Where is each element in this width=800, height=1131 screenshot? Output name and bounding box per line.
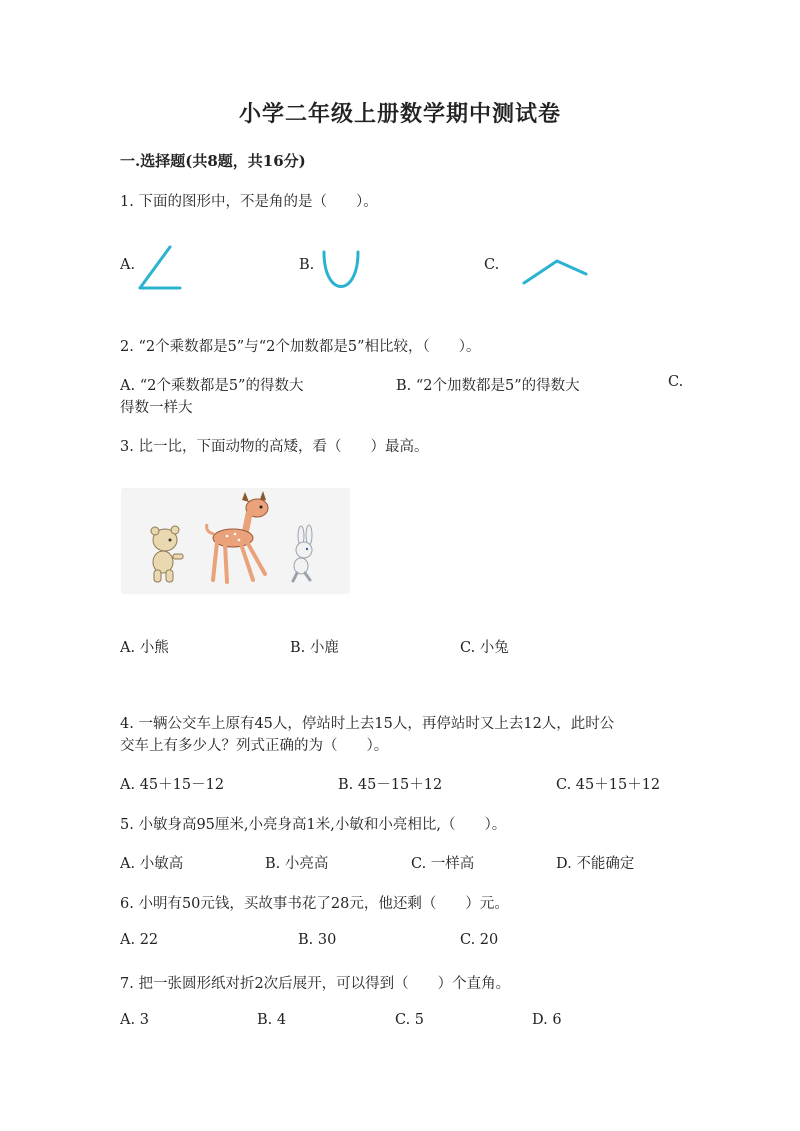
animal-picture [121,488,350,594]
question-3-option-b[interactable]: B. 小鹿 [290,640,339,656]
question-2-option-c[interactable]: C. [668,374,684,390]
deer-drawing [207,491,268,582]
question-3-option-a[interactable]: A. 小熊 [120,640,169,656]
question-5-option-b[interactable]: B. 小亮高 [265,856,329,872]
question-6-stem: 6. 小明有50元钱，买故事书花了28元，他还剩（ ）元。 [120,896,509,912]
question-4-option-c[interactable]: C. 45＋15＋12 [556,777,661,793]
question-1-option-c[interactable]: C. [484,257,500,273]
animals-illustration [121,488,350,594]
question-7-stem: 7. 把一张圆形纸对折2次后展开，可以得到（ ）个直角。 [120,976,511,992]
question-5-stem: 5. 小敏身高95厘米,小亮身高1米,小敏和小亮相比,（ ）。 [120,817,507,833]
question-4-option-a[interactable]: A. 45＋15－12 [120,777,225,793]
section-heading: 一.选择题(共8题，共16分) [120,152,306,170]
page-title: 小学二年级上册数学期中测试卷 [238,101,561,127]
question-1-option-b[interactable]: B. [299,257,315,273]
question-7-option-b[interactable]: B. 4 [257,1012,287,1028]
angle-figure-a [136,244,186,294]
question-5-option-d[interactable]: D. 不能确定 [556,856,635,872]
question-2-stem: 2. “2个乘数都是5”与“2个加数都是5”相比较，（ ）。 [120,339,481,355]
question-6-option-c[interactable]: C. 20 [460,932,499,948]
question-1-stem: 1. 下面的图形中，不是角的是（ ）。 [120,194,378,210]
question-6-option-a[interactable]: A. 22 [120,932,159,948]
question-1-option-a[interactable]: A. [120,257,136,273]
rabbit-drawing [293,525,312,581]
question-7-option-a[interactable]: A. 3 [120,1012,149,1028]
question-7-option-d[interactable]: D. 6 [532,1012,562,1028]
question-4-option-b[interactable]: B. 45－15＋12 [338,777,443,793]
question-3-stem: 3. 比一比，下面动物的高矮，看（ ）最高。 [120,439,429,455]
question-6-option-b[interactable]: B. 30 [298,932,337,948]
question-2-option-a[interactable]: A. “2个乘数都是5”的得数大 [120,378,304,394]
question-7-option-c[interactable]: C. 5 [395,1012,425,1028]
curve-figure-b [318,248,364,296]
question-3-option-c[interactable]: C. 小兔 [460,640,509,656]
question-5-option-c[interactable]: C. 一样高 [411,856,475,872]
question-2-option-b[interactable]: B. “2个加数都是5”的得数大 [396,378,580,394]
question-5-option-a[interactable]: A. 小敏高 [120,856,184,872]
bear-drawing [151,526,183,582]
question-4-stem-continued: 交车上有多少人？列式正确的为（ ）。 [120,738,389,754]
question-4-stem: 4. 一辆公交车上原有45人，停站时上去15人，再停站时又上去12人，此时公 [120,716,615,732]
question-2-option-c-text: 得数一样大 [120,400,193,416]
angle-figure-c [520,256,590,288]
